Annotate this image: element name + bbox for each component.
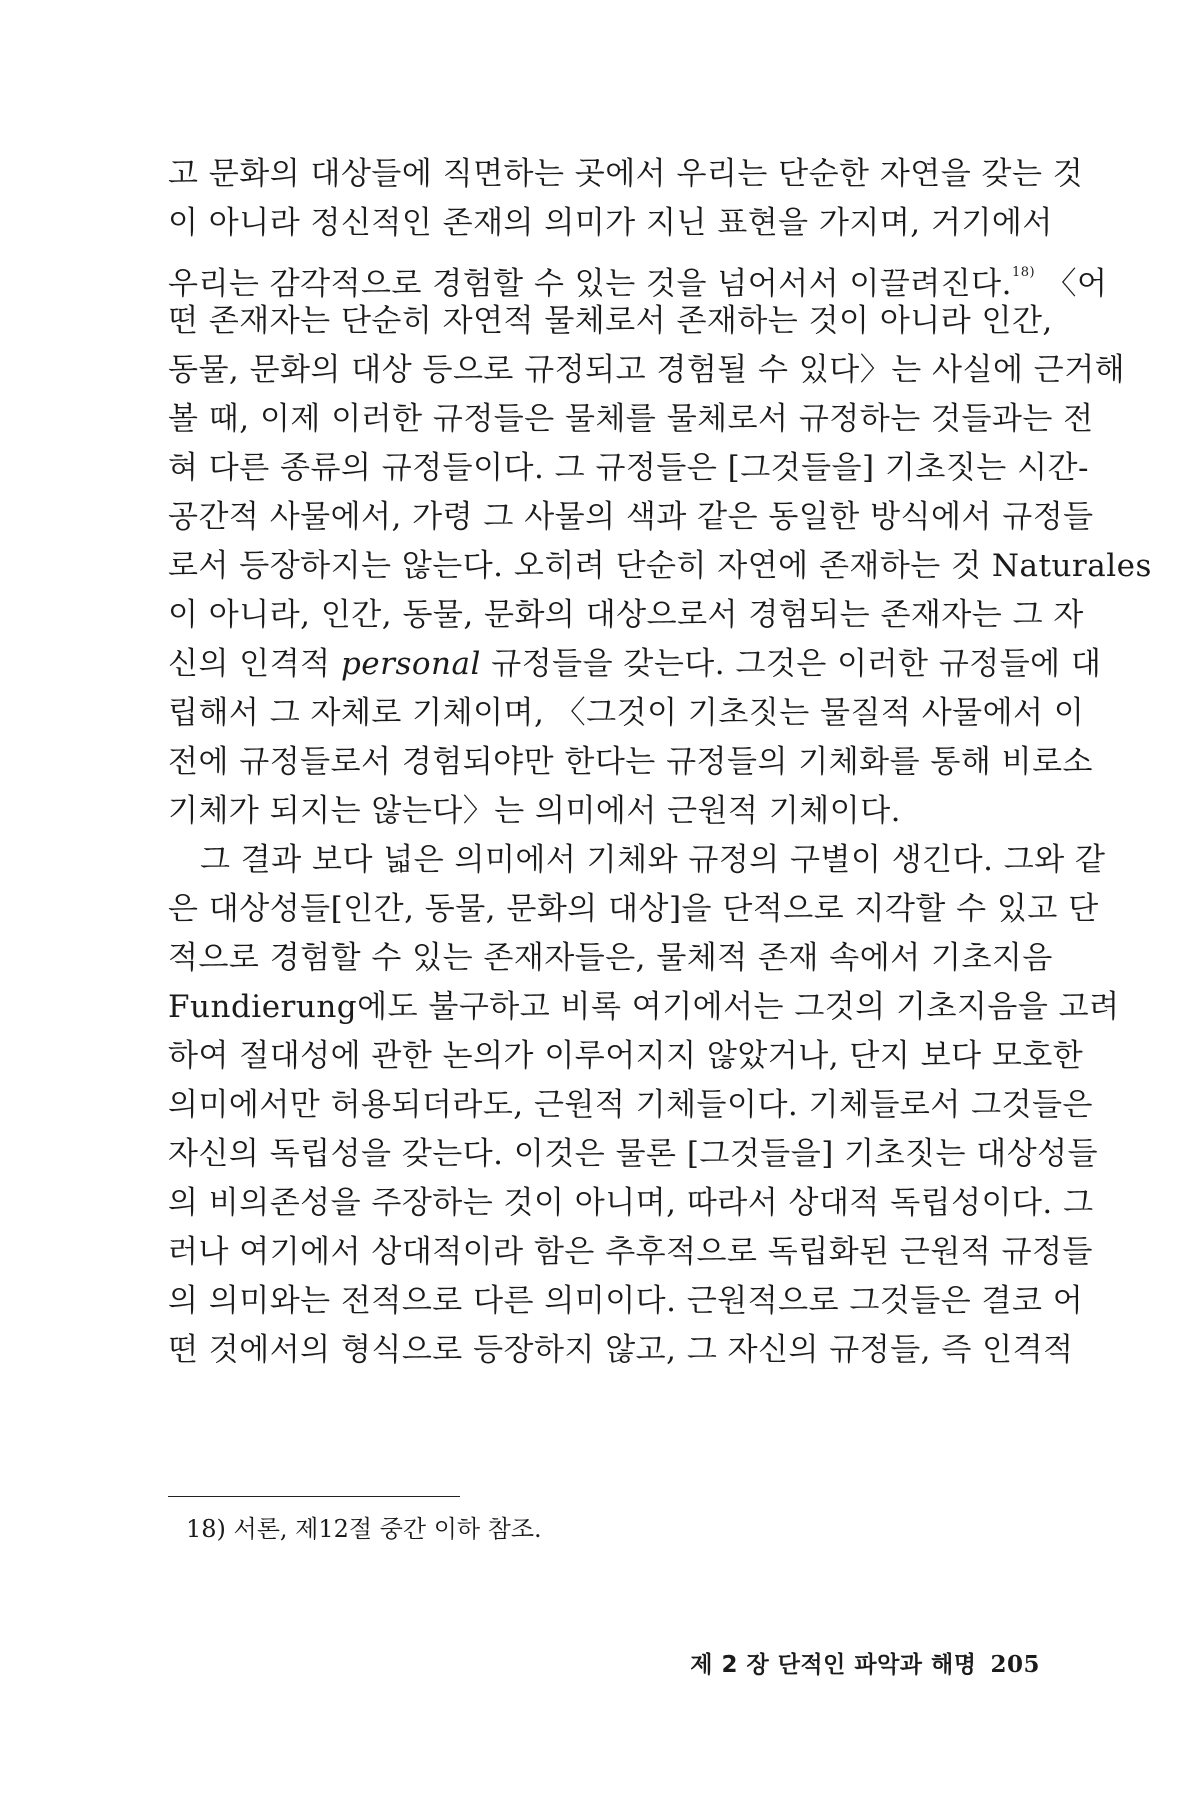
text-line: 의 비의존성을 주장하는 것이 아니며, 따라서 상대적 독립성이다. 그	[168, 1185, 1094, 1221]
running-footer	[660, 1646, 1040, 1679]
text-line: 공간적 사물에서, 가령 그 사물의 색과 같은 동일한 방식에서 규정들	[168, 499, 1094, 535]
text-line: 전에 규정들로서 경험되야만 한다는 규정들의 기체화를 통해 비로소	[168, 744, 1093, 780]
text-line: 로서 등장하지는 않는다. 오히려 단순히 자연에 존재하는 것 Naturales	[168, 548, 1152, 584]
footnote-reference: 18)	[1011, 265, 1036, 280]
text-line	[168, 640, 1102, 689]
text-line: 기체가 되지는 않는다〉는 의미에서 근원적 기체이다.	[168, 793, 901, 829]
text-line: 은 대상성들[인간, 동물, 문화의 대상]을 단적으로 지각할 수 있고 단	[168, 891, 1099, 927]
body-text	[168, 150, 1152, 1375]
text-line: 러나 여기에서 상대적이라 함은 추후적으로 독립화된 근원적 규정들	[168, 1234, 1093, 1270]
footnote: 18) 서론, 제12절 중간 이하 참조.	[186, 1515, 542, 1543]
text-line: 적으로 경험할 수 있는 존재자들은, 물체적 존재 속에서 기초지음	[168, 940, 1053, 976]
page-number: 205	[990, 1651, 1040, 1678]
footnote-divider	[168, 1496, 460, 1497]
text-line: 동물, 문화의 대상 등으로 규정되고 경험될 수 있다〉는 사실에 근거해	[168, 352, 1126, 388]
chapter-title: 제 2 장 단적인 파악과 해명	[690, 1652, 977, 1678]
text-line: 고 문화의 대상들에 직면하는 곳에서 우리는 단순한 자연을 갖는 것	[168, 156, 1084, 192]
paragraph-start-line: 그 결과 보다 넓은 의미에서 기체와 규정의 구별이 생긴다. 그와 같	[200, 842, 1106, 878]
text-line: 의미에서만 허용되더라도, 근원적 기체들이다. 기체들로서 그것들은	[168, 1087, 1093, 1123]
text-line	[168, 248, 1108, 302]
italic-term: personal	[340, 646, 481, 682]
text-line: 혀 다른 종류의 규정들이다. 그 규정들은 [그것들을] 기초짓는 시간-	[168, 450, 1089, 486]
text-line: 하여 절대성에 관한 논의가 이루어지지 않았거나, 단지 보다 모호한	[168, 1038, 1084, 1074]
text-segment: 우리는 감각적으로 경험할 수 있는 것을 넘어서서 이끌려진다.	[168, 266, 1012, 302]
text-line: 이 아니라, 인간, 동물, 문화의 대상으로서 경험되는 존재자는 그 자	[168, 597, 1084, 633]
text-line: 떤 것에서의 형식으로 등장하지 않고, 그 자신의 규정들, 즉 인격적	[168, 1332, 1074, 1368]
text-line: 떤 존재자는 단순히 자연적 물체로서 존재하는 것이 아니라 인간,	[168, 303, 1053, 339]
text-segment: 신의 인격적	[168, 646, 331, 682]
text-line: 자신의 독립성을 갖는다. 이것은 물론 [그것들을] 기초짓는 대상성들	[168, 1136, 1099, 1172]
text-line: 의 의미와는 전적으로 다른 의미이다. 근원적으로 그것들은 결코 어	[168, 1283, 1084, 1319]
text-line: 립해서 그 자체로 기체이며, 〈그것이 기초짓는 물질적 사물에서 이	[168, 695, 1085, 731]
text-segment: 〈어	[1045, 266, 1108, 302]
text-segment: 규정들을 갖는다. 그것은 이러한 규정들에 대	[491, 646, 1102, 682]
text-line: Fundierung에도 불구하고 비록 여기에서는 그것의 기초지음을 고려	[168, 989, 1120, 1025]
text-line: 볼 때, 이제 이러한 규정들은 물체를 물체로서 규정하는 것들과는 전	[168, 401, 1094, 437]
text-line: 이 아니라 정신적인 존재의 의미가 지닌 표현을 가지며, 거기에서	[168, 205, 1053, 241]
